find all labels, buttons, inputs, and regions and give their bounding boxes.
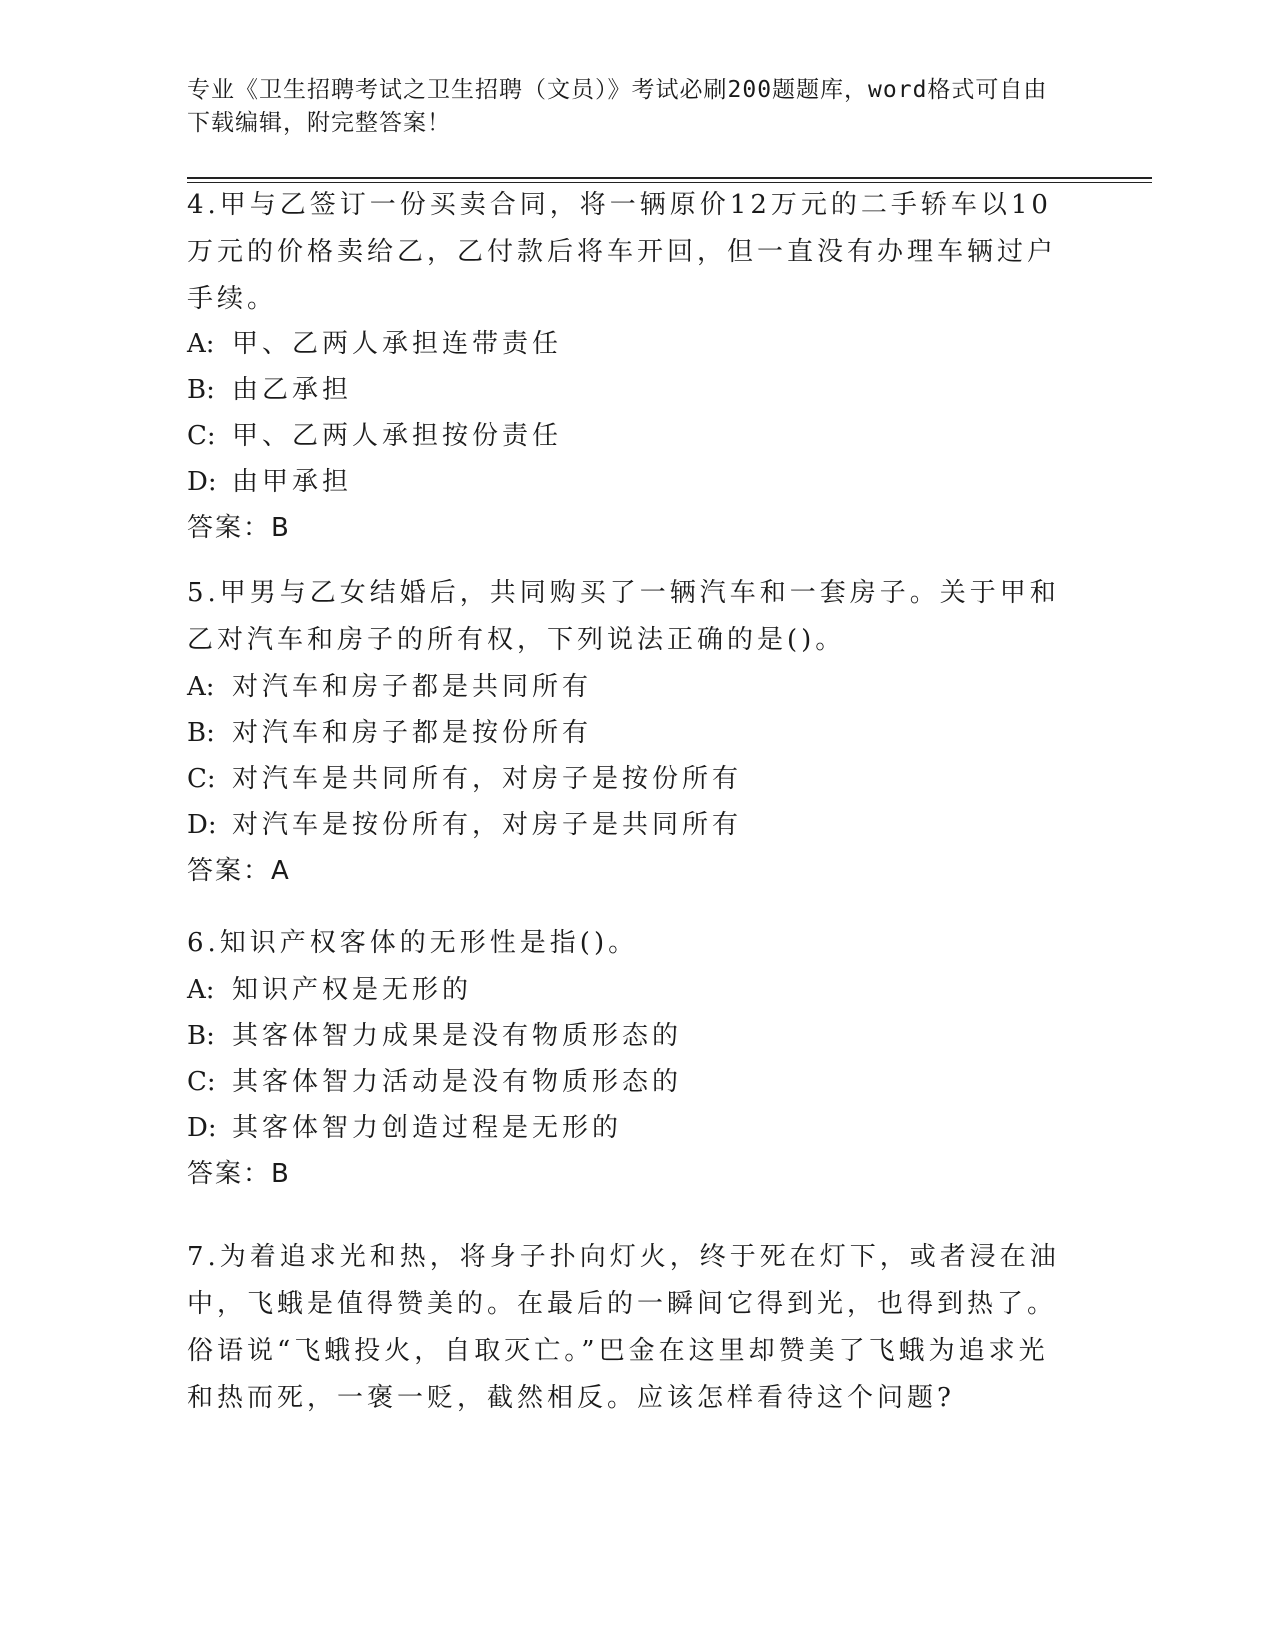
option-label: B:	[187, 375, 215, 405]
option-c	[187, 756, 1067, 802]
option-text: 由甲承担	[232, 467, 353, 497]
option-text: 甲、乙两人承担按份责任	[232, 421, 563, 451]
option-label: C:	[187, 1067, 216, 1097]
question-stem: 4.甲与乙签订一份买卖合同，将一辆原价12万元的二手轿车以10万元的价格卖给乙，乙付款后将车开回，但一直没有办理车辆过户手续。	[187, 190, 1058, 314]
document-header: 专业《卫生招聘考试之卫生招聘（文员）》考试必刷200题题库，word格式可自由下载编辑，附完整答案！	[187, 77, 1048, 136]
option-text: 对汽车是按份所有，对房子是共同所有	[232, 810, 743, 840]
option-d	[187, 802, 1067, 848]
option-text: 其客体智力活动是没有物质形态的	[232, 1067, 683, 1097]
header-divider	[187, 177, 1152, 179]
option-text: 其客体智力创造过程是无形的	[232, 1113, 623, 1143]
question-5	[187, 570, 1067, 894]
question-stem: 6.知识产权客体的无形性是指()。	[187, 928, 639, 958]
option-text: 对汽车和房子都是按份所有	[232, 718, 593, 748]
question-4	[187, 182, 1067, 551]
option-text: 甲、乙两人承担连带责任	[232, 329, 563, 359]
option-b	[187, 367, 1067, 413]
option-a	[187, 664, 1067, 710]
option-label: D:	[187, 1113, 217, 1143]
option-label: C:	[187, 421, 216, 451]
option-label: B:	[187, 1021, 215, 1051]
option-a	[187, 321, 1067, 367]
option-label: D:	[187, 810, 217, 840]
option-c	[187, 413, 1067, 459]
option-c	[187, 1059, 1067, 1105]
question-7	[187, 1234, 1067, 1422]
question-stem: 7.为着追求光和热，将身子扑向灯火，终于死在灯下，或者浸在油中，飞蛾是值得赞美的。在最后的一瞬间它得到光，也得到热了。俗语说“飞蛾投火，自取灭亡。”巴金在这里却赞美了飞蛾为追求光和热而死，一褒一贬，截然相反。应该怎样看待这个问题?	[187, 1242, 1060, 1413]
question-6	[187, 920, 1067, 1197]
option-b	[187, 710, 1067, 756]
option-d	[187, 1105, 1067, 1151]
option-a	[187, 967, 1067, 1013]
option-d	[187, 459, 1067, 505]
option-b	[187, 1013, 1067, 1059]
option-text: 知识产权是无形的	[232, 975, 473, 1005]
answer: 答案：B	[187, 513, 291, 543]
option-text: 对汽车和房子都是共同所有	[232, 672, 593, 702]
option-label: A:	[187, 975, 215, 1005]
question-stem: 5.甲男与乙女结婚后，共同购买了一辆汽车和一套房子。关于甲和乙对汽车和房子的所有权，下列说法正确的是()。	[187, 578, 1060, 655]
option-text: 对汽车是共同所有，对房子是按份所有	[232, 764, 743, 794]
option-label: A:	[187, 329, 215, 359]
answer: 答案：B	[187, 1159, 291, 1189]
option-label: D:	[187, 467, 217, 497]
option-text: 其客体智力成果是没有物质形态的	[232, 1021, 683, 1051]
option-text: 由乙承担	[232, 375, 353, 405]
option-label: C:	[187, 764, 216, 794]
option-label: B:	[187, 718, 215, 748]
answer: 答案：A	[187, 856, 291, 886]
option-label: A:	[187, 672, 215, 702]
